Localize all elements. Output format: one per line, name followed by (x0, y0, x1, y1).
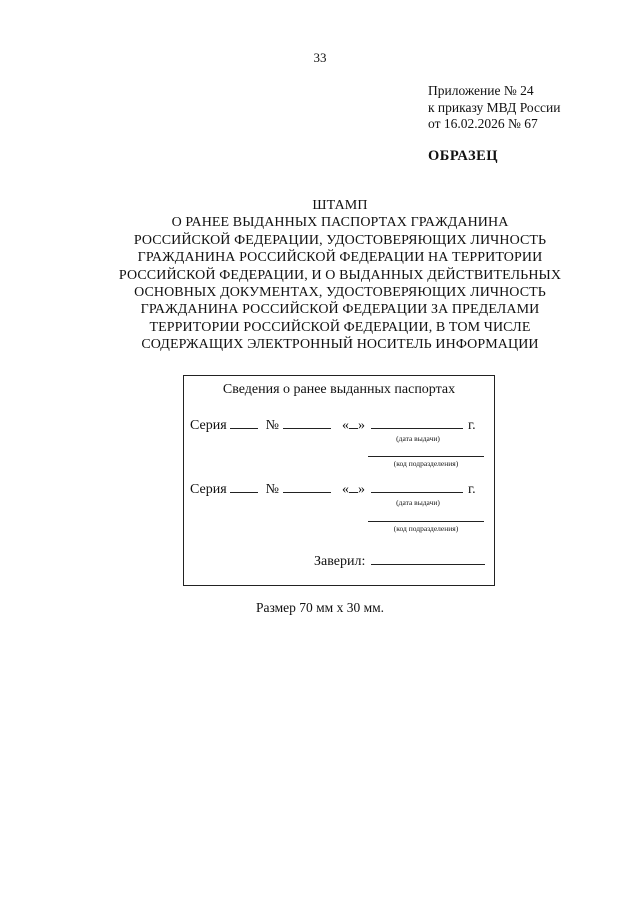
year-suffix: г. (468, 482, 476, 497)
title-line: ТЕРРИТОРИИ РОССИЙСКОЙ ФЕДЕРАЦИИ, В ТОМ ЧИСЛЕ (149, 319, 531, 335)
passport-entry-row-2 (190, 480, 476, 498)
year-suffix: г. (468, 418, 476, 433)
document-title (90, 197, 590, 354)
size-note: Размер 70 мм х 30 мм. (255, 600, 385, 615)
number-label: № (265, 418, 280, 433)
date-caption: (дата выдачи) (396, 498, 440, 507)
division-code-line (368, 521, 484, 522)
passport-entry-row-1 (190, 416, 476, 434)
division-caption: (код подразделения) (393, 524, 459, 533)
quote-close: » (358, 418, 366, 433)
series-blank (230, 480, 258, 493)
appendix-line-2: к приказу МВД России (428, 99, 561, 115)
stamp-frame (183, 375, 495, 586)
division-caption: (код подразделения) (393, 459, 459, 468)
month-year-blank (371, 480, 463, 493)
certified-row (314, 552, 485, 570)
quote-open: « (342, 482, 350, 497)
quote-open: « (342, 418, 350, 433)
day-blank (349, 416, 358, 429)
number-blank (283, 480, 331, 493)
appendix-line-3: от 16.02.2026 № 67 (428, 116, 538, 131)
title-line: О РАНЕЕ ВЫДАННЫХ ПАСПОРТАХ ГРАЖДАНИНА (171, 215, 509, 231)
series-label: Серия (190, 418, 227, 433)
title-line: РОССИЙСКОЙ ФЕДЕРАЦИИ, И О ВЫДАННЫХ ДЕЙСТВИТЕЛЬНЫХ (118, 267, 562, 283)
appendix-reference (428, 83, 560, 133)
stamp-heading: Сведения о ранее выданных паспортах (222, 382, 456, 397)
appendix-line-1: Приложение № 24 (428, 83, 534, 98)
title-line: ШТАМП (312, 198, 368, 213)
certified-label: Заверил: (314, 554, 366, 569)
day-blank (349, 480, 358, 493)
division-code-line (368, 456, 484, 457)
number-label: № (265, 482, 280, 497)
quote-close: » (358, 482, 366, 497)
certified-signature-blank (371, 552, 485, 565)
sample-label: ОБРАЗЕЦ (428, 148, 499, 164)
title-line: ГРАЖДАНИНА РОССИЙСКОЙ ФЕДЕРАЦИИ ЗА ПРЕДЕЛАМИ (140, 302, 540, 318)
title-line: ОСНОВНЫХ ДОКУМЕНТАХ, УДОСТОВЕРЯЮЩИХ ЛИЧНОСТЬ (134, 285, 546, 301)
title-line: СОДЕРЖАЩИХ ЭЛЕКТРОННЫЙ НОСИТЕЛЬ ИНФОРМАЦИИ (141, 337, 539, 353)
title-line: ГРАЖДАНИНА РОССИЙСКОЙ ФЕДЕРАЦИИ НА ТЕРРИТОРИИ (137, 250, 543, 266)
series-blank (230, 416, 258, 429)
title-line: РОССИЙСКОЙ ФЕДЕРАЦИИ, УДОСТОВЕРЯЮЩИХ ЛИЧНОСТЬ (133, 232, 547, 248)
date-caption: (дата выдачи) (396, 434, 440, 443)
page-number: 33 (313, 50, 327, 65)
series-label: Серия (190, 482, 227, 497)
month-year-blank (371, 416, 463, 429)
number-blank (283, 416, 331, 429)
